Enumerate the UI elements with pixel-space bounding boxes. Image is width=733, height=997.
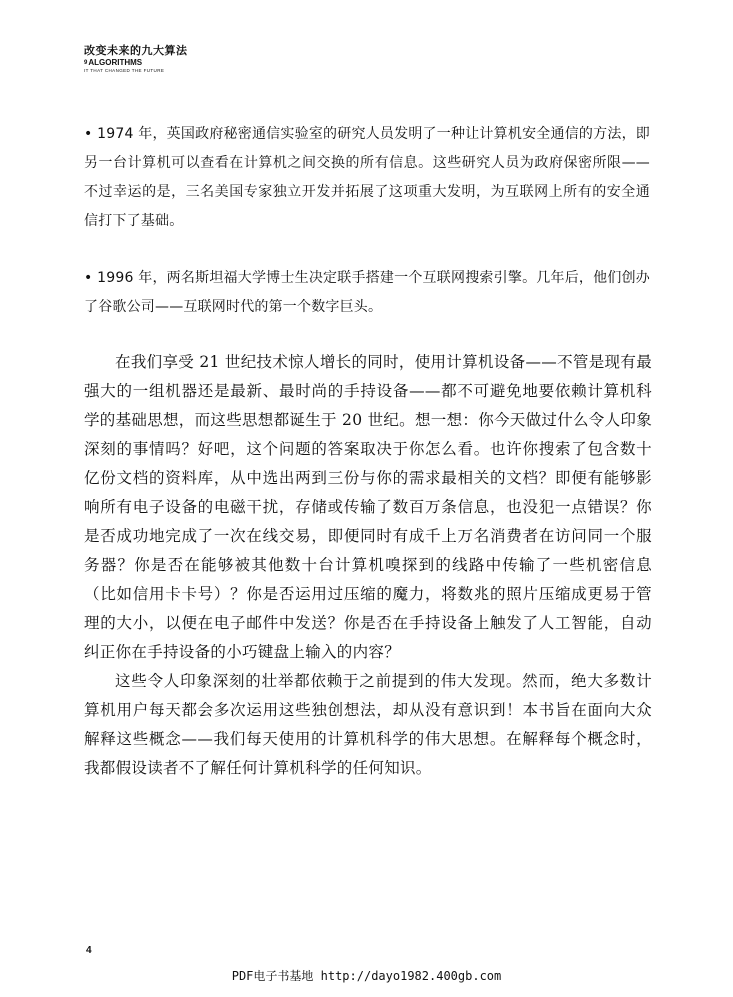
series-subtitle: IT THAT CHANGED THE FUTURE [84, 68, 165, 73]
book-title: 改变未来的九大算法 [84, 44, 188, 57]
bullet-item-1996 [84, 264, 650, 322]
bullet-text: 1996 年，两名斯坦福大学博士生决定联手搭建一个互联网搜索引擎。几年后，他们创办了谷歌公司——互联网时代的第一个数字巨头。 [84, 270, 650, 315]
body-paragraph-2: 这些令人印象深刻的壮举都依赖于之前提到的伟大发现。然而，绝大多数计算机用户每天都会多次运用这些独创想法，却从没有意识到！本书旨在面向大众解释这些概念——我们每天使用的计算机科学的伟大思想。在解释每个概念时，我都假设读者不了解任何计算机科学的任何知识。 [84, 672, 652, 777]
series-logo [84, 58, 284, 68]
bullet-text: 1974 年，英国政府秘密通信实验室的研究人员发明了一种让计算机安全通信的方法，即另一台计算机可以查看在计算机之间交换的所有信息。这些研究人员为政府保密所限——不过幸运的是，三名美国专家独立开发并拓展了这项重大发明，为互联网上所有的安全通信打下了基础。 [84, 126, 650, 229]
main-body [84, 348, 652, 783]
bullet-marker: • [84, 126, 93, 142]
body-paragraph-1: 在我们享受 21 世纪技术惊人增长的同时，使用计算机设备——不管是现有最强大的一组机器还是最新、最时尚的手持设备——都不可避免地要依赖计算机科学的基础思想，而这些思想都诞生于 20 世纪。想一想：你今天做过什么令人印象深刻的事情吗？好吧，这个问题的答案取决于你怎么看。也许你搜索了包含数十亿份文档的资料库，从中选出两到三份与你的需求最相关的文档？即便有能够影响所有电子设备的电磁干扰，存储或传输了数百万条信息，也没犯一点错误？你是否成功地完成了一次在线交易，即便同时有成千上万名消费者在访问同一个服务器？你是否在能够被其他数十台计算机嗅探到的线路中传输了一些机密信息（比如信用卡卡号）？你是否运用过压缩的魔力，将数兆的照片压缩成更易于管理的大小，以便在电子邮件中发送？你是否在手持设备上触发了人工智能，自动纠正你在手持设备的小巧键盘上输入的内容？ [84, 353, 652, 661]
bullet-paragraph [84, 120, 650, 236]
bullet-paragraph [84, 264, 650, 322]
watermark-footer: PDF电子书基地 http://dayo1982.400gb.com [231, 969, 502, 983]
series-main-text: ALGORITHMS [88, 58, 143, 67]
page-number: 4 [86, 945, 92, 956]
bullet-item-1974 [84, 120, 650, 236]
bullet-marker: • [84, 270, 93, 286]
series-number: 9 [84, 60, 88, 66]
running-header [84, 44, 284, 74]
